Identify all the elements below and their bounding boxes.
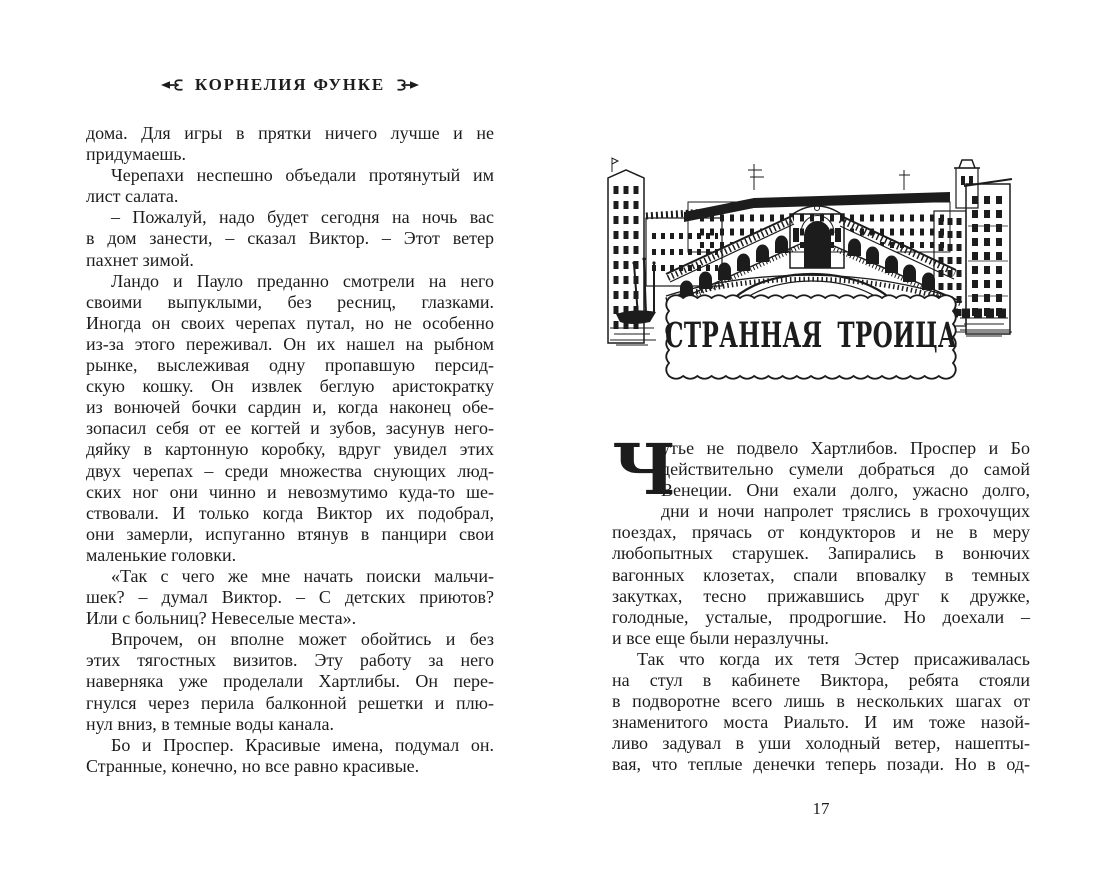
- text-line: дяйку в картонную коробку, вдруг увидел этих: [86, 439, 494, 460]
- text-line: ских ног они чинно и невозмутимо куда-то ше-: [86, 481, 494, 502]
- text-line: ливо задувал в уши холодный ветер, нашепты-: [612, 733, 1030, 754]
- running-header-text: КОРНЕЛИЯ ФУНКЕ: [194, 75, 386, 94]
- chapter-title: СТРАННАЯ ТРОИЦА: [665, 315, 958, 356]
- text-line: Венеции. Они ехали долго, ужасно долго,: [661, 480, 1030, 501]
- paragraph: [86, 735, 494, 777]
- running-header: [86, 75, 494, 95]
- paragraph: [86, 123, 494, 165]
- paragraph: [612, 649, 1030, 776]
- text-line: знаменитого моста Риальто. И им тоже назой-: [612, 712, 1030, 733]
- fleuron-arrow-right-icon: [396, 78, 420, 92]
- text-line: Впрочем, он вполне может обойтись и без: [111, 629, 494, 650]
- text-line: шек? – думал Виктор. – С детских приютов?: [86, 587, 494, 608]
- text-line: Бо и Проспер. Красивые имена, подумал он.: [111, 734, 494, 755]
- page-number: 17: [812, 799, 830, 818]
- text-line: зопасил себя от ее когтей и зубов, засунув него-: [86, 418, 494, 439]
- text-line: из вонючей бочки сардин и, когда наконец обе-: [86, 397, 494, 418]
- paragraph: [86, 165, 494, 207]
- text-line: пахнет зимой.: [86, 249, 194, 270]
- text-line: лист салата.: [86, 186, 179, 207]
- text-line: действительно сумели добраться до самой: [661, 459, 1030, 480]
- text-line: Черепахи неспешно объедали протянутый им: [111, 165, 494, 186]
- text-line: Ландо и Пауло преданно смотрели на него: [111, 270, 494, 291]
- text-line: – Пожалуй, надо будет сегодня на ночь вас: [111, 207, 494, 228]
- text-line: скую кошку. Он извлек беглую аристократку: [86, 376, 494, 397]
- text-line: Так что когда их тетя Эстер присаживалась: [637, 648, 1030, 669]
- text-line: они замерли, испуганно втянув в панцири свои: [86, 523, 494, 544]
- text-line: Иногда он своих черепах путал, но не особенно: [86, 312, 494, 333]
- text-line: утье не подвело Хартлибов. Проспер и Бо: [661, 438, 1030, 458]
- text-line: в дом занести, – сказал Виктор. – Этот ветер: [86, 228, 494, 249]
- text-line: своими выпуклыми, без ресниц, глазками.: [86, 291, 494, 312]
- paragraph: [86, 271, 494, 566]
- left-page-text: [86, 123, 494, 777]
- text-line: этих тягостных визитов. Эту работу за него: [86, 650, 494, 671]
- paragraph: [612, 428, 1030, 649]
- text-line: вая, что теплые денечки теперь позади. Но в од-: [612, 754, 1030, 775]
- text-line: маленькие головки.: [86, 544, 237, 565]
- text-line: закутках, тесно прижавшись друг к дружке,: [612, 585, 1030, 606]
- paragraph: [86, 629, 494, 734]
- text-line: на стул в кабинете Виктора, ребята стояли: [612, 670, 1030, 691]
- fleuron-arrow-left-icon: [160, 78, 184, 92]
- text-line: нул вниз, в темные воды канала.: [86, 713, 334, 734]
- text-line: и все еще были неразлучны.: [612, 627, 829, 648]
- text-line: «Так с чего же мне начать поиски мальчи-: [111, 565, 494, 586]
- text-line: ствовали. И только когда Виктор их подобрал,: [86, 502, 494, 523]
- text-line: голодные, усталые, продрогшие. Но доехали –: [612, 606, 1030, 627]
- chapter-title-banner: [659, 290, 964, 385]
- paragraph: [86, 566, 494, 629]
- text-line: дни и ночи напролет тряслись в грохочущих: [661, 501, 1030, 522]
- text-line: любопытных старушек. Запирались в вонючих: [612, 543, 1030, 564]
- text-line: гнулся через перила балконной решетки и плю-: [86, 692, 494, 713]
- text-line: придумаешь.: [86, 144, 187, 165]
- text-line: вагонных клозетах, спали вповалку в темных: [612, 564, 1030, 585]
- right-page-text: [612, 428, 1030, 776]
- text-line: наверняка уже проделали Хартлибы. Он пере-: [86, 671, 494, 692]
- drop-cap: Ч: [612, 428, 676, 511]
- paragraph: [86, 207, 494, 270]
- text-line: из-за этого переживал. Он их нашел на рыбном: [86, 333, 494, 354]
- text-line: поездах, прячась от кондукторов и не в меру: [612, 522, 1030, 543]
- text-line: в подворотне всего лишь в нескольких шагах от: [612, 691, 1030, 712]
- text-line: Странные, конечно, но все равно красивые.: [86, 755, 420, 776]
- text-line: Или с больниц? Невеселые места».: [86, 608, 357, 629]
- text-line: дома. Для игры в прятки ничего лучше и не: [86, 123, 494, 143]
- text-line: рынке, выслеживая одну пропавшую персид-: [86, 355, 494, 376]
- text-line: двух черепах – среди множества снующих люд-: [86, 460, 494, 481]
